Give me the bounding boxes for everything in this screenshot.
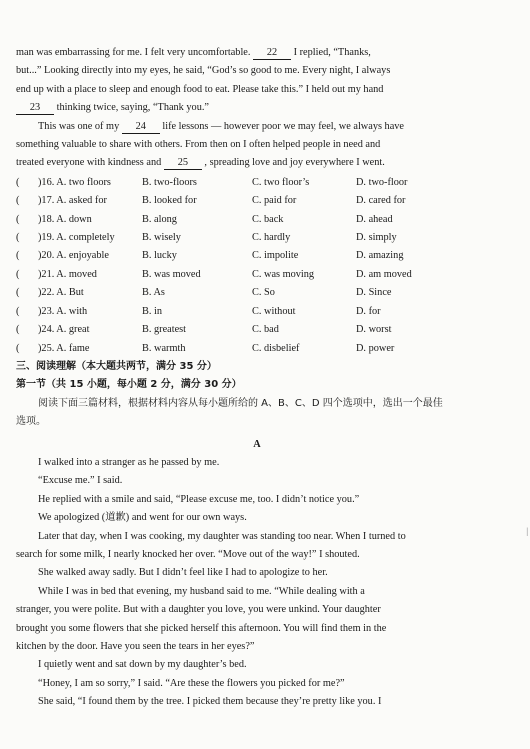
option-paren: (	[16, 195, 20, 207]
option-b: B. along	[142, 213, 177, 225]
paragraph-line	[16, 44, 498, 62]
option-a: )21. A. moved	[38, 268, 97, 280]
option-d: D. simply	[356, 232, 397, 244]
passage-label: A	[253, 438, 261, 450]
paragraph-line	[16, 118, 498, 136]
option-a: )16. A. two floors	[38, 176, 111, 188]
text-span: life lessons — however poor we may feel, we always have	[162, 120, 404, 132]
option-c: C. So	[252, 287, 275, 299]
option-paren: (	[16, 250, 20, 262]
option-row	[16, 229, 498, 247]
passage-line: I walked into a stranger as he passed by me.	[38, 456, 220, 468]
passage-line: He replied with a smile and said, “Please excuse me, too. I didn’t notice you.”	[38, 493, 360, 505]
option-c: C. back	[252, 213, 284, 225]
text-span: I replied, “Thanks,	[293, 47, 371, 58]
passage-line: Later that day, when I was cooking, my daughter was standing too near. When I turned to	[38, 530, 406, 542]
option-d: D. amazing	[356, 250, 404, 262]
passage-line: While I was in bed that evening, my husband said to me. “While dealing with a	[38, 585, 365, 597]
option-c: C. two floor’s	[252, 176, 310, 188]
document-page	[16, 44, 498, 712]
option-paren: (	[16, 324, 20, 336]
option-d: D. two-floor	[356, 176, 408, 188]
option-b: B. was moved	[142, 268, 201, 280]
passage-line: I quietly went and sat down by my daughter’s bed.	[38, 659, 247, 671]
answer-blank-24: 24	[122, 121, 160, 134]
passage-line: “Honey, I am so sorry,” I said. “Are these the flowers you picked for me?”	[38, 677, 345, 689]
paragraph-line	[16, 154, 498, 172]
option-a: )25. A. fame	[38, 342, 90, 354]
instruction-line: 阅读下面三篇材料，根据材料内容从每小题所给的 A、B、C、D 四个选项中，选出一个最佳	[38, 397, 443, 409]
option-d: D. cared for	[356, 195, 406, 207]
option-c: C. disbelief	[252, 342, 300, 354]
passage-line: brought you some flowers that she picked herself this afternoon. You will find them in the	[16, 622, 387, 634]
options-table	[16, 174, 498, 358]
option-c: C. impolite	[252, 250, 299, 262]
option-a: )24. A. great	[38, 324, 90, 336]
option-row	[16, 192, 498, 210]
option-paren: (	[16, 176, 20, 188]
margin-mark: |	[526, 526, 528, 536]
option-row	[16, 174, 498, 192]
option-row	[16, 247, 498, 265]
option-row	[16, 266, 498, 284]
passage-line: kitchen by the door. Have you seen the tears in her eyes?”	[16, 641, 255, 652]
option-b: B. lucky	[142, 250, 177, 262]
option-b: B. looked for	[142, 195, 197, 207]
option-a: )18. A. down	[38, 213, 92, 225]
option-paren: (	[16, 287, 20, 299]
option-d: D. worst	[356, 324, 392, 336]
text-span: treated everyone with kindness and	[16, 157, 162, 169]
answer-blank-23: 23	[16, 102, 54, 115]
option-paren: (	[16, 232, 20, 244]
text-span: man was embarrassing for me. I felt very uncomfortable.	[16, 47, 251, 58]
answer-blank-22: 22	[253, 47, 291, 60]
option-b: B. in	[142, 305, 163, 317]
option-a: )22. A. But	[38, 287, 84, 299]
options-body	[16, 174, 498, 358]
passage-line: search for some milk, I nearly knocked her over. “Move out of the way!” I shouted.	[16, 548, 360, 560]
option-paren: (	[16, 305, 20, 317]
option-paren: (	[16, 268, 20, 280]
passage-line: We apologized (道歉) and went for our own ways.	[38, 512, 247, 524]
passage-line: “Excuse me.” I said.	[38, 475, 123, 487]
option-c: C. paid for	[252, 195, 297, 207]
paragraph-line: but...” Looking directly into my eyes, he said, “God’s so good to me. Every night, I always	[16, 65, 391, 77]
option-c: C. bad	[252, 324, 279, 336]
text-span: This was one of my	[38, 120, 120, 132]
option-b: B. wisely	[142, 232, 181, 244]
section-heading: 三、阅读理解（本大题共两节，满分 35 分）	[16, 360, 217, 372]
passage-a	[16, 454, 498, 712]
answer-blank-25: 25	[164, 157, 202, 170]
option-d: D. for	[356, 305, 381, 317]
option-c: C. was moving	[252, 268, 315, 280]
instruction-line: 选项。	[16, 416, 46, 428]
option-a: )19. A. completely	[38, 232, 115, 244]
option-c: C. without	[252, 305, 296, 317]
paragraph-line: something valuable to share with others. From then on I often helped people in need and	[16, 139, 381, 151]
option-row	[16, 303, 498, 321]
text-span: thinking twice, saying, “Thank you.”	[56, 102, 209, 114]
option-paren: (	[16, 342, 20, 354]
option-d: D. power	[356, 342, 395, 354]
option-paren: (	[16, 213, 20, 225]
option-row	[16, 284, 498, 302]
passage-line: stranger, you were polite. But with a daughter you love, you were unkind. Your daughter	[16, 604, 381, 616]
passage-line: She walked away sadly. But I didn’t feel like I had to apologize to her.	[38, 567, 328, 579]
option-row	[16, 211, 498, 229]
option-row	[16, 321, 498, 339]
passage-line: She said, “I found them by the tree. I picked them because they’re pretty like you. I	[38, 696, 382, 708]
text-span: , spreading love and joy everywhere I went.	[204, 157, 385, 169]
option-a: )23. A. with	[38, 305, 88, 317]
option-row	[16, 340, 498, 358]
option-d: D. am moved	[356, 268, 412, 280]
option-d: D. Since	[356, 287, 392, 299]
option-b: B. As	[142, 287, 165, 299]
option-a: )20. A. enjoyable	[38, 250, 109, 262]
paragraph-line: end up with a place to sleep and enough food to eat. Please take this.” I held out my hand	[16, 83, 384, 95]
option-a: )17. A. asked for	[38, 195, 107, 207]
paragraph-line	[16, 99, 498, 117]
option-d: D. ahead	[356, 213, 393, 225]
part-heading: 第一节（共 15 小题，每小题 2 分，满分 30 分）	[16, 379, 242, 391]
option-b: B. two-floors	[142, 176, 197, 188]
option-b: B. greatest	[142, 324, 187, 336]
option-b: B. warmth	[142, 342, 186, 354]
option-c: C. hardly	[252, 232, 291, 244]
